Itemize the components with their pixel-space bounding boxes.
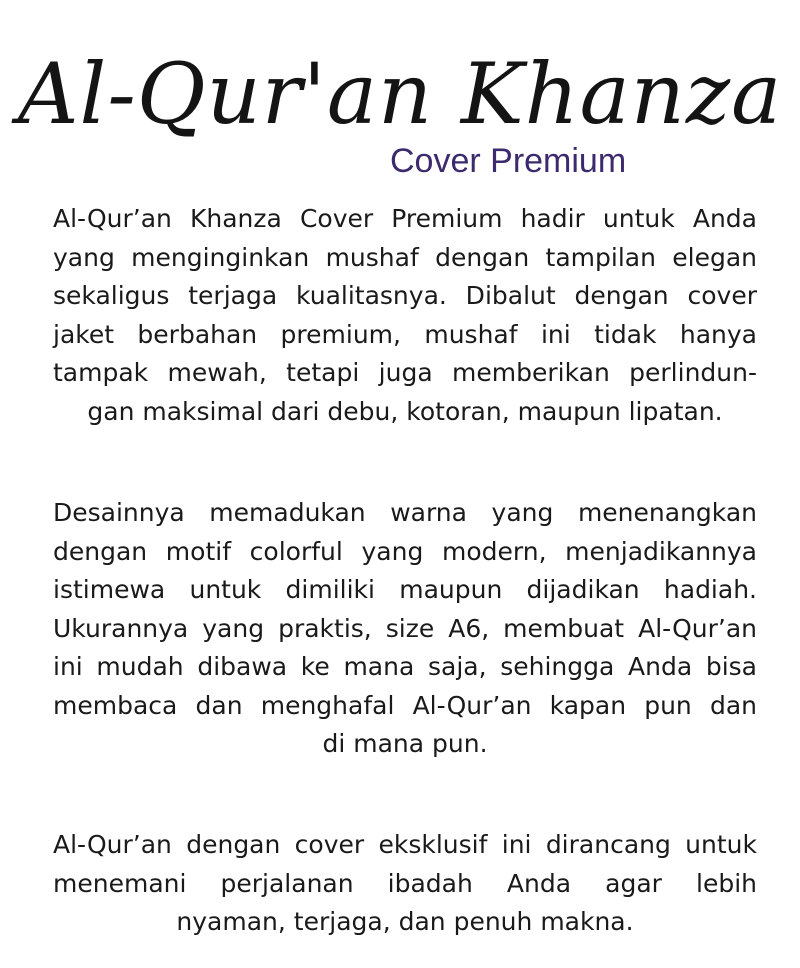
paragraph-line: Desainnya memadukan warna yang menenangkan (53, 498, 757, 527)
paragraph-line: menemani perjalanan ibadah Anda agar lebih (53, 868, 757, 898)
product-title: Al-Qur'an Khanza (17, 45, 783, 143)
description-paragraph-2 (53, 494, 757, 764)
paragraph-line: nyaman, terjaga, dan penuh makna. (176, 907, 634, 936)
paragraph-line: membaca dan menghafal Al-Qur’an kapan pun dan (53, 690, 757, 720)
paragraph-line: tampak mewah, tetapi juga memberikan perlindun- (53, 358, 757, 387)
paragraph-line: Al-Qur’an Khanza Cover Premium hadir untuk Anda (53, 204, 757, 233)
paragraph-line: istimewa untuk dimiliki maupun dijadikan hadiah. (53, 575, 757, 604)
paragraph-line: di mana pun. (322, 729, 488, 758)
paragraph-line: jaket berbahan premium, mushaf ini tidak hanya (53, 319, 757, 349)
description-paragraph-3 (53, 826, 757, 942)
product-subtitle: Cover Premium (390, 142, 627, 180)
paragraph-line: yang menginginkan mushaf dengan tampilan elegan (53, 242, 757, 272)
description-paragraph-1 (53, 200, 757, 431)
paragraph-line: dengan motif colorful yang modern, menjadikannya (53, 536, 757, 566)
paragraph-line: Al-Qur’an dengan cover eksklusif ini dirancang untuk (53, 830, 757, 859)
paragraph-line: ini mudah dibawa ke mana saja, sehingga Anda bisa (53, 652, 757, 681)
paragraph-line: Ukurannya yang praktis, size A6, membuat Al-Qur’an (53, 613, 757, 643)
paragraph-line: gan maksimal dari debu, kotoran, maupun lipatan. (87, 396, 723, 426)
paragraph-line: sekaligus terjaga kualitasnya. Dibalut dengan cover (53, 281, 757, 310)
